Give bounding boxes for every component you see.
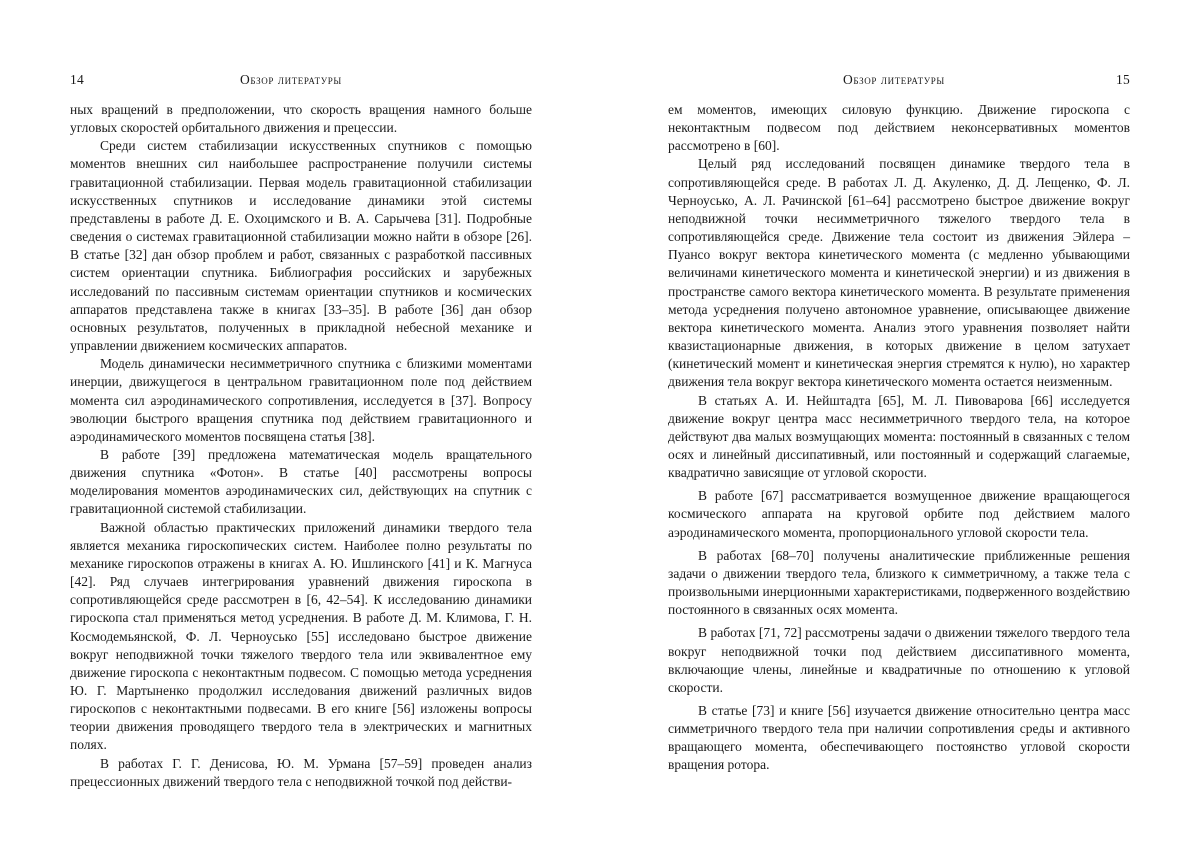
- body-text: [668, 101, 1130, 775]
- page-number: 15: [1116, 72, 1131, 87]
- paragraph: В работе [67] рассматривается возмущенное движение вращающегося космического аппарата на круговой орбите под действием малого аэродинамического момента, пропорционального угловой скорости тела.: [668, 488, 1130, 540]
- body-text: [70, 101, 532, 791]
- right-page: [600, 0, 1200, 850]
- running-title: Обзор литературы: [843, 72, 945, 87]
- paragraph: В статье [73] и книге [56] изучается движение относительно центра масс симметричного твердого тела при наличии сопротивления среды и активного вращающего момента, обеспечивающего постоянство угловой скорости вращения ротора.: [668, 703, 1130, 773]
- paragraph: ных вращений в предположении, что скорость вращения намного больше угловых скоростей орбитального движения и прецессии.: [70, 102, 532, 136]
- paragraph: В работе [39] предложена математическая модель вращательного движения спутника «Фотон». В статье [40] рассмотрены вопросы моделирования моментов аэродинамических сил, действующих на спутник с гравитационной системой стабилизации.: [70, 446, 532, 517]
- paragraph: В работах [71, 72] рассмотрены задачи о движении тяжелого твердого тела вокруг неподвижной точки под действием диссипативного момента, включающие члены, линейные и квадратичные по отношению к угловой скорости.: [668, 625, 1130, 695]
- paragraph: Среди систем стабилизации искусственных спутников с помощью моментов внешних сил наибольшее распространение получили системы гравитационной стабилизации. Первая модель гравитационной стабилизации искусственных спутников и исследование динамики этой системы представлены в работе Д. Е. Охоцимского и В. А. Сарычева [31]. Подробные сведения о системах гравитационной стабилизации можно найти в обзоре [26]. В статье [32] дан обзор проблем и работ, связанных с разработкой пассивных систем ориентации спутника. Библиография российских и зарубежных исследований по пассивным системам ориентации спутников и космических аппаратов представлена также в книгах [33–35]. В работе [36] дан обзор основных результатов, полученных в прикладной небесной механике и управлении движением космических аппаратов.: [70, 138, 532, 354]
- paragraph: Модель динамически несимметричного спутника с близкими моментами инерции, движущегося в центральном гравитационном поле под действием момента сил аэродинамического сопротивления, исследуется в [37]. Вопросу эволюции быстрого вращения спутника под действием гравитационного и аэродинамического моментов посвящена статья [38].: [70, 356, 532, 444]
- paragraph: Целый ряд исследований посвящен динамике твердого тела в сопротивляющейся среде. В работах Л. Д. Акуленко, Д. Д. Лещенко, Ф. Л. Черноусько, А. Л. Рачинской [61–64] рассмотрено быстрое движение вокруг неподвижной точки несимметричного тяжелого твердого тела в сопротивляющейся среде. Движение тела состоит из движения Эйлера – Пуансо вокруг вектора кинетического момента (с медленно убывающими величинами кинетического момента и кинетической энергии) и из движения в пространстве самого вектора кинетического момента. В результате применения метода усреднения получено автономное уравнение, описывающее движение вектора кинетического момента. Анализ этого уравнения позволяет найти квазистационарные движения, в которых движение в целом затухает (кинетический момент и кинетическая энергия стремятся к нулю), но характер движения тела вокруг вектора кинетического момента остается неизменным.: [668, 156, 1130, 390]
- paragraph: В статьях А. И. Нейштадта [65], М. Л. Пивоварова [66] исследуется движение вокруг центра масс несимметричного твердого тела, на которое действуют два малых возмущающих момента: постоянный в связанных с телом осях и линейный диссипативный, или постоянный и содержащий слагаемые, квадратично зависящие от угловой скорости.: [668, 392, 1130, 481]
- page-number: 14: [70, 72, 85, 87]
- paragraph: ем моментов, имеющих силовую функцию. Движение гироскопа с неконтактным подвесом под действием неконсервативных моментов рассмотрено в [60].: [668, 102, 1130, 154]
- paragraph: В работах Г. Г. Денисова, Ю. М. Урмана [57–59] проведен анализ прецессионных движений твердого тела с неподвижной точкой под действи-: [70, 755, 532, 789]
- running-title: Обзор литературы: [240, 72, 342, 87]
- paragraph: В работах [68–70] получены аналитические приближенные решения задачи о движении твердого тела, близкого к симметричному, а также тела с произвольными инерционными характеристиками, подверженного воздействию постоянного в связанных осях момента.: [668, 547, 1130, 618]
- paragraph: Важной областью практических приложений динамики твердого тела является механика гироскопических систем. Наиболее полно результаты по механике гироскопов отражены в книгах А. Ю. Ишлинского [41] и К. Магнуса [42]. Ряд случаев интегрирования уравнений движения гироскопа в сопротивляющейся среде рассмотрен в [6, 42–54]. К исследованию динамики гироскопа стал применяться метод усреднения. В работе Д. М. Климова, Г. Н. Космодемьянской, Ф. Л. Черноусько [55] исследовано быстрое движение вокруг неподвижной точки тяжелого твердого тела или эквивалентное ему движение гироскопа с неконтактным подвесом. С помощью метода усреднения Ю. Г. Мартыненко продолжил исследования движений различных видов гироскопов с неконтактными подвесами. В его книге [56] изложены вопросы теории движения проводящего твердого тела в электрических и магнитных полях.: [70, 519, 532, 753]
